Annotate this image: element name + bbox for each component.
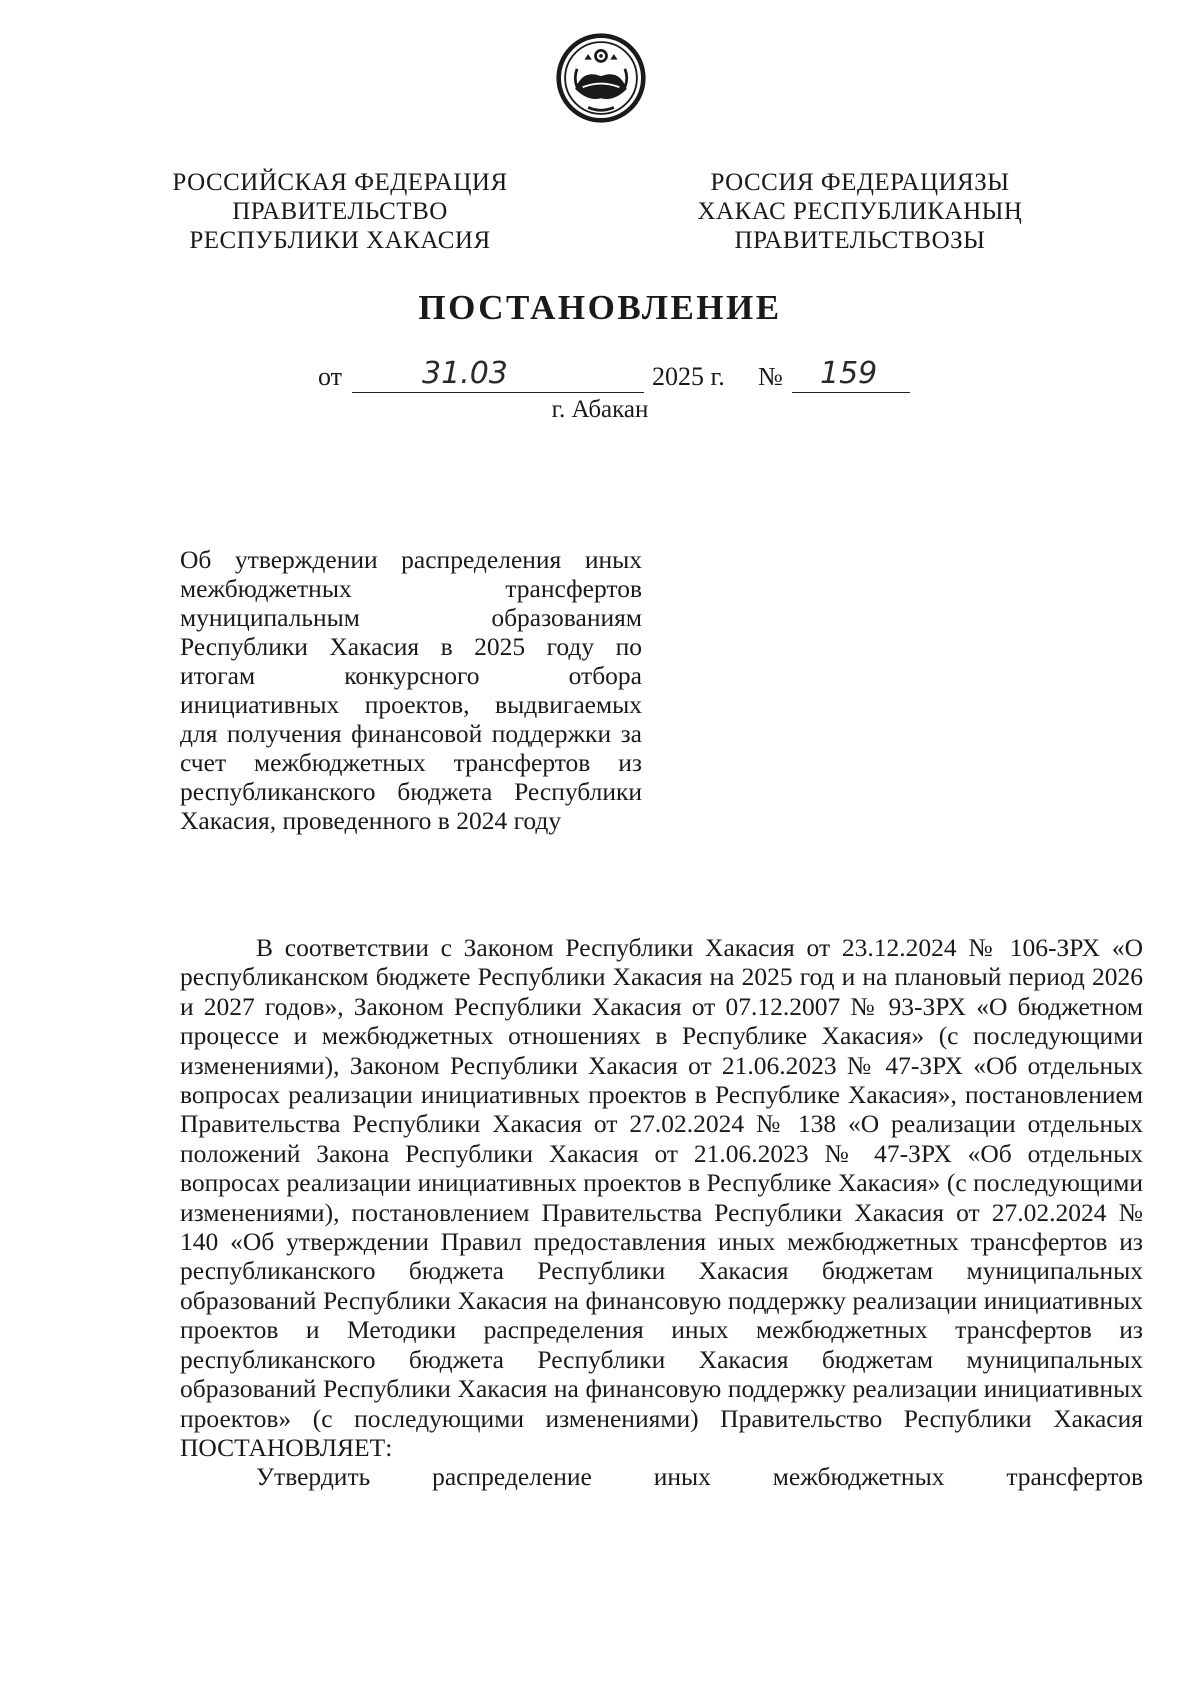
body-paragraph-2: Утвердить распределение иных межбюджетных трансфертов bbox=[256, 1462, 1143, 1492]
document-subject: Об утверждении распределения иных межбюджетных трансфертов муниципальным образованиям Республики Хакасия в 2025 году по итогам конкурсного отбора инициативных проектов, выдвигаемых для получения финансовой поддержки за счет межбюджетных трансфертов из республиканского бюджета Республики Хакасия, проведенного в 2024 году bbox=[180, 545, 642, 835]
header-right bbox=[680, 168, 1040, 255]
number-field bbox=[792, 356, 910, 393]
header-left-line-1: РОССИЙСКАЯ ФЕДЕРАЦИЯ bbox=[172, 169, 508, 196]
header-left bbox=[165, 168, 515, 255]
year-label: 2025 г. bbox=[652, 362, 725, 391]
date-field bbox=[352, 356, 644, 393]
document-body bbox=[180, 933, 1143, 1492]
document-title: ПОСТАНОВЛЕНИЕ bbox=[418, 288, 782, 327]
date-handwritten: 31.03 bbox=[422, 356, 508, 391]
header-right-line-2: ХАКАС РЕСПУБЛИКАНЫҢ bbox=[697, 198, 1023, 225]
number-sign: № bbox=[758, 362, 783, 391]
header-right-line-3: ПРАВИТЕЛЬСТВОЗЫ bbox=[734, 227, 986, 254]
number-handwritten: 159 bbox=[820, 356, 878, 391]
city-label: г. Абакан bbox=[551, 396, 649, 423]
date-prefix: от bbox=[318, 362, 343, 391]
header-left-line-2: ПРАВИТЕЛЬСТВО bbox=[232, 198, 448, 225]
header-left-line-3: РЕСПУБЛИКИ ХАКАСИЯ bbox=[189, 227, 491, 254]
header-right-line-1: РОССИЯ ФЕДЕРАЦИЯЗЫ bbox=[710, 169, 1010, 196]
body-paragraph-1: В соответствии с Законом Республики Хакасия от 23.12.2024 № 106-ЗРХ «О республиканском бюджете Республики Хакасия на 2025 год и на плановый период 2026 и 2027 годов», Законом Республики Хакасия от 07.12.2007 № 93-ЗРХ «О бюджетном процессе и межбюджетных отношениях в Республике Хакасия» (с последующими изменениями), Законом Республики Хакасия от 21.06.2023 № 47-ЗРХ «Об отдельных вопросах реализации инициативных проектов в Республике Хакасия», постановлением Правительства Республики Хакасия от 27.02.2024 № 138 «О реализации отдельных положений Закона Республики Хакасия от 21.06.2023 № 47-ЗРХ «Об отдельных вопросах реализации инициативных проектов в Республике Хакасия» (с последующими изменениями), постановлением Правительства Республики Хакасия от 27.02.2024 № 140 «Об утверждении Правил предоставления иных межбюджетных трансфертов из республиканского бюджета Республики Хакасия бюджетам муниципальных образований Республики Хакасия на финансовую поддержку реализации инициативных проектов и Методики распределения иных межбюджетных трансфертов из республиканского бюджета Республики Хакасия бюджетам муниципальных образований Республики Хакасия на финансовую поддержку реализации инициативных проектов» (с последующими изменениями) Правительство Республики Хакасия ПОСТАНОВЛЯЕТ: bbox=[180, 933, 1143, 1462]
coat-of-arms-icon bbox=[555, 32, 647, 124]
